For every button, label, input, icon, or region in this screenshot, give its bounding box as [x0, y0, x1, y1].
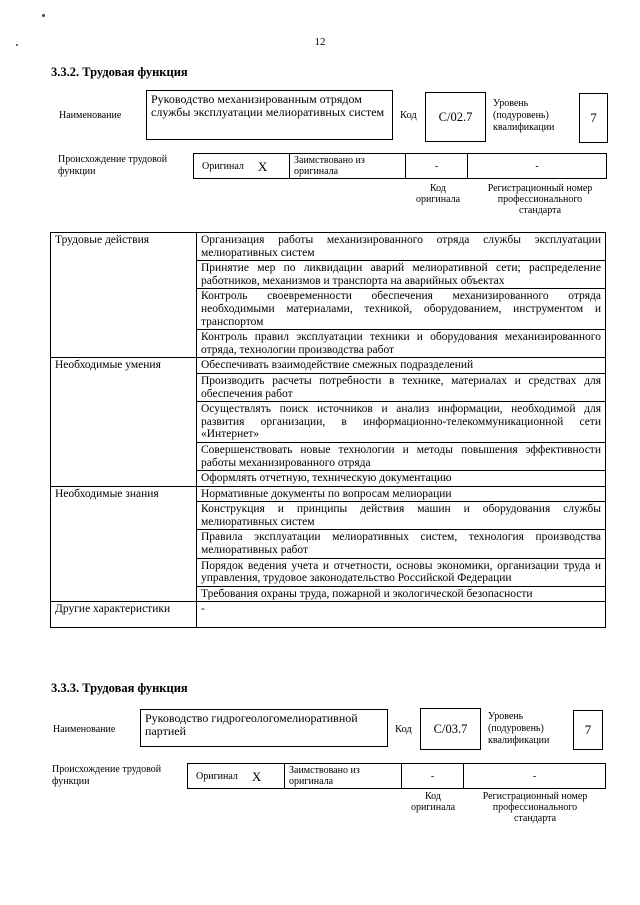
- category-cell: Другие характеристики: [51, 602, 197, 628]
- origin-code-value: -: [406, 154, 468, 178]
- origin-label: Происхождение трудовой функции: [52, 764, 162, 787]
- table-cell: Правила эксплуатации мелиоративных систем, технология производства мелиоративных работ: [197, 530, 606, 558]
- page-number: 12: [314, 36, 326, 48]
- table-cell: Контроль правил эксплуатации техники и оборудования механизированного отряда, технологии производства работ: [197, 330, 606, 358]
- table-row: [51, 602, 606, 628]
- code-label: Код: [395, 724, 412, 735]
- table-cell: Обеспечивать взаимодействие смежных подразделений: [197, 358, 606, 374]
- code-label: Код: [400, 110, 417, 121]
- table-row: [51, 233, 606, 261]
- table-row: [51, 358, 606, 374]
- name-value: Руководство гидрогеологомелиоративной партией: [140, 709, 388, 747]
- category-cell: Трудовые действия: [51, 233, 197, 358]
- reg-number-caption: Регистрационный номер профессионального стандарта: [482, 791, 588, 824]
- reg-number-value: -: [532, 770, 537, 782]
- table-cell: Порядок ведения учета и отчетности, основы экономики, организации труда и управления, трудовое законодательство Российской Федерации: [197, 558, 606, 586]
- reg-number-value: -: [535, 160, 539, 172]
- table-cell: Конструкция и принципы действия машин и оборудования службы мелиоративных систем: [197, 502, 606, 530]
- scan-speck: [42, 14, 45, 17]
- section-title: 3.3.2. Трудовая функция: [51, 65, 188, 79]
- table-row: [51, 486, 606, 502]
- origin-row: [193, 153, 607, 179]
- origin-label: Происхождение трудовой функции: [58, 154, 168, 177]
- table-cell: Производить расчеты потребности в технике, материалах и средствах для обеспечения работ: [197, 373, 606, 401]
- reg-number-caption: Регистрационный номер профессионального стандарта: [487, 183, 593, 216]
- name-value: Руководство механизированным отрядом службы эксплуатации мелиоративных систем: [146, 90, 393, 140]
- category-cell: Необходимые знания: [51, 486, 197, 602]
- table-cell: Требования охраны труда, пожарной и экологической безопасности: [197, 586, 606, 602]
- origin-code-value: -: [402, 764, 464, 788]
- borrowed-label: Заимствовано из оригинала: [290, 154, 406, 178]
- original-cell: [194, 154, 290, 178]
- table-cell: Принятие мер по ликвидации аварий мелиоративной сети; распределение работников, механизмов и транспорта на аварийных объектах: [197, 261, 606, 289]
- level-label: Уровень (подуровень) квалификации: [488, 711, 550, 746]
- table-cell: Совершенствовать новые технологии и методы повышения эффективности работы механизированного отряда: [197, 442, 606, 470]
- borrowed-label: Заимствовано из оригинала: [285, 764, 402, 788]
- name-label: Наименование: [53, 724, 116, 735]
- level-value: 7: [579, 93, 608, 143]
- original-mark: X: [251, 768, 262, 784]
- table-cell: Осуществлять поиск источников и анализ информации, необходимой для развития организации, в информационно-телекоммуникационной сети «Интернет»: [197, 402, 606, 443]
- original-cell: [188, 764, 285, 788]
- section-title: 3.3.3. Трудовая функция: [51, 681, 188, 695]
- origin-row: [187, 763, 606, 789]
- category-cell: Необходимые умения: [51, 358, 197, 486]
- level-value: 7: [573, 710, 603, 750]
- labor-function-table: [50, 232, 606, 628]
- original-label: Оригинал: [202, 160, 244, 172]
- level-label: Уровень (подуровень) квалификации: [493, 98, 555, 133]
- name-label: Наименование: [59, 110, 122, 121]
- original-label: Оригинал: [196, 770, 238, 782]
- table-cell: Нормативные документы по вопросам мелиорации: [197, 486, 606, 502]
- code-value: C/03.7: [420, 708, 481, 750]
- origin-code-caption: Код оригинала: [415, 183, 461, 205]
- table-cell: Контроль своевременности обеспечения механизированного отряда необходимыми материалами, техникой, оборудованием, инструментом и транспортом: [197, 289, 606, 330]
- origin-code-caption: Код оригинала: [410, 791, 456, 813]
- original-mark: X: [257, 158, 268, 174]
- table-cell: Оформлять отчетную, техническую документацию: [197, 471, 606, 487]
- code-value: C/02.7: [425, 92, 486, 142]
- table-cell: Организация работы механизированного отряда службы эксплуатации мелиоративных систем: [197, 233, 606, 261]
- table-cell: -: [197, 602, 606, 628]
